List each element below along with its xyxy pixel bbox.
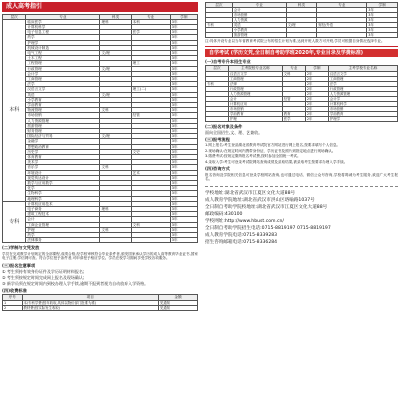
table-cell: 3年 [170,82,197,87]
table-cell: 文史 [131,149,170,154]
table-cell: 2年 [305,106,328,111]
table-cell: 财务管理 [26,128,100,133]
table-cell: 护理学 [328,116,397,121]
table-cell: 化学 [26,186,100,191]
table-cell: 文/理 [100,50,131,55]
fee-header-cell: 项目 [22,295,159,300]
self-study-subtitle: (一)自考专升本招生专业 [205,59,251,65]
table-cell: 法学 [26,82,100,87]
table-cell: 工商企业管理 [26,222,100,227]
contact-line: 招生咨询邮箱电话:0715-8336284 [205,239,278,245]
section2-title: (二)学制与文凭发放 [2,245,40,251]
table-cell: 市场营销 [328,106,397,111]
table-cell: 2年 [305,76,328,81]
sec2-text: 面向全国招生,文、理、艺兼收。 [205,129,263,135]
left-column [2,0,198,311]
table-cell: 3年 [170,61,197,66]
table-cell: 工程管理 [26,61,100,66]
table-cell: 金融学 [26,139,100,144]
fee-cell: 见通知 [159,300,198,305]
table-cell: 3年 [170,66,197,71]
header-cell: 层次 [206,3,233,8]
table-cell: 机械设计制造 [26,45,100,50]
table-cell: 地理科学 [26,196,100,201]
table-cell: 文科 [282,71,305,76]
table-cell: 3年 [170,123,197,128]
table-cell: 工商管理 [328,76,397,81]
table-cell: 学前教育 [328,111,397,116]
table-cell: 财经/外语 [317,23,367,28]
sec3-item: 1.网上报名:考生登录湖北省教育考试院官方网站进行网上报名,按要求填写个人信息。 [205,143,341,147]
section3-item: ③ 新学员须在规定时间内到校办理入学手续,逾期不报到者视为自动放弃入学资格。 [2,281,149,287]
table-cell: 2年 [305,71,328,76]
table-cell: 市场营销 [232,13,286,18]
table-cell: 会计 [26,217,100,222]
section3-item: ① 考生须持有效身份证件及学历证明材料报名; [2,269,85,275]
header-cell: 学制 [367,3,398,8]
table-cell: 2年 [305,101,328,106]
table-cell: 3年 [367,18,398,23]
table-cell: 3年 [367,33,398,38]
table-cell [100,238,131,243]
table-cell: 理科 [100,19,131,24]
fee-header-cell: 序号 [3,295,23,300]
table-cell: 工商管理 [26,76,100,81]
table-cell: 文科 [131,222,170,227]
contact-line: 全日制自考助学院招生电话:0715-8819197 0715-8819197 [205,225,331,231]
table-cell: 3年 [367,23,398,28]
table-cell: 会计 [232,8,286,13]
fee-cell: 教材费(按实际发生收取) [22,305,159,310]
table-cell: 护理 [26,227,100,232]
table-cell: 市场营销 [26,113,100,118]
self-study-table [205,65,398,121]
table-cell: 理科 [100,207,131,212]
table-cell: 3年 [170,233,197,238]
table-cell: 2年 [305,81,328,86]
fee-cell: 本/专科学费(按年收取,具体以物价部门批准为准) [22,300,159,305]
table-cell: 行政管理 [229,86,283,91]
header-cell: 科类 [286,3,317,8]
header-cell: 专业 [282,66,305,71]
table-cell: 3年 [170,186,197,191]
level-cell: 本科 [3,19,26,201]
table-cell: 3年 [170,217,197,222]
table-cell: 2年 [305,116,328,121]
table-cell: 2年 [305,96,328,101]
table-cell: 3年 [170,102,197,107]
table-cell: 物流管理 [26,108,100,113]
table-cell: 小学教育 [232,28,286,33]
table-cell: 3年 [170,40,197,45]
table-cell: 文科 [100,108,131,113]
self-study-banner: 自学考试 (学历文凭,全日制自考助学班2020年,专业目录及学费标准) [205,49,398,57]
table-cell: 行政管理 [328,86,397,91]
table-cell: 3年 [170,108,197,113]
table-row [3,238,198,243]
adult-majors-body [3,19,198,243]
fee-cell: 见通知 [159,305,198,310]
top-note: 注:具体开设专业以当年省教育考试院公布的招生计划为准,达到开班人数方可开班,学员可根据自身情况选择专业。 [205,39,385,44]
table-cell: 会计学 [328,96,397,101]
table-cell: 3年 [170,222,197,227]
table-cell: 电气工程 [26,50,100,55]
table-cell [131,238,170,243]
section3-item: ② 考生须按规定时间完成网上报名及现场确认; [2,275,85,281]
table-cell: 数学与应用数学 [26,181,100,186]
table-cell: 学前教育 [26,102,100,107]
table-cell: 计算机科学 [26,24,100,29]
table-cell: 电子信息工程 [26,30,100,35]
table-cell: 3年 [170,30,197,35]
table-cell: 3年 [170,128,197,133]
table-cell: 临床医学 [26,19,100,24]
table-cell: 人力资源管理 [328,91,397,96]
table-cell: 医学 [131,30,170,35]
table-cell: 3年 [170,154,197,159]
table-cell: 3年 [170,35,197,40]
fee-cell: 2 [3,305,23,310]
table-cell [206,33,233,38]
table-cell: 土木工程 [26,56,100,61]
contact-line: 学校网址:http://www.hbust.com.cn/ [205,218,284,224]
level-cell: 专科 [3,201,26,243]
table-cell: 国际经济与贸易 [26,134,100,139]
table-cell: 3年 [170,227,197,232]
fee-table [2,294,198,310]
table-cell: 3年 [170,160,197,165]
table-cell: 音乐学 [26,165,100,170]
sec3-item: 4.录取入学:考生可登录考试院网站查询成绩及录取结果,被录取考生按要求办理入学手续。 [205,159,348,164]
table-cell: 会计学 [26,71,100,76]
header-cell: 主考学校专业名称 [328,66,397,71]
table-cell: 汉语言文学 [328,71,397,76]
table-cell: 3年 [170,134,197,139]
table-cell: 旅游管理 [26,123,100,128]
right-top-body [206,8,398,38]
table-cell: 专科 [206,81,229,86]
table-cell: 3年 [170,76,197,81]
right-top-table [205,2,398,38]
table-cell: 2年 [305,111,328,116]
table-cell: 3年 [170,175,197,180]
table-cell: 市场营销 [229,106,283,111]
table-cell: 3年 [170,207,197,212]
sec3-item: 3.缴费考试:按规定缴纳报名考试费,按时参加全国统一考试。 [205,154,301,159]
table-cell: 生物科学 [26,191,100,196]
table-cell: 文/理 [286,23,317,28]
table-cell: 艺术 [131,170,170,175]
table-cell: 电子商务 [26,207,100,212]
table-cell: 理工 [131,61,170,66]
contact-line: 成人教育学院地址:湖北省武汉市洪山区珞喻路1037号 [205,197,315,203]
contact-line: 全日制自考助学院校地址:湖北省武汉市江夏区文化大道88号 [205,204,328,210]
contact-block [205,186,398,246]
table-cell: 人力资源管理 [229,91,283,96]
table-cell: 3年 [170,19,197,24]
table-cell: 工商管理 [229,76,283,81]
table-cell: 视觉传达设计 [26,175,100,180]
table-cell: 环境设计 [26,170,100,175]
table-cell: 3年 [367,28,398,33]
sec3-item: 2.现场确认:在规定时间内携带身份证、学历证书及照片到指定地点进行现场确认。 [205,148,336,153]
table-cell: 汉语言文学 [26,87,100,92]
table-cell: 汉语言文学 [229,71,283,76]
table-cell: 3年 [170,196,197,201]
header-cell: 学制 [305,66,328,71]
sec3-title: (三)报考流程 [205,136,230,142]
contact-line: 学校地址:湖北省武汉市江夏区文化大道88号 [205,190,296,196]
table-cell: 医学 [282,116,305,121]
table-cell: 法学 [328,81,397,86]
table-cell: 护理学 [26,40,100,45]
table-cell: 文/理 [100,134,131,139]
table-cell: 3年 [367,13,398,18]
table-cell: 3年 [170,201,197,206]
table-cell: 3年 [170,139,197,144]
table-cell: 英语 [232,23,286,28]
table-cell: 3年 [170,144,197,149]
table-cell: 3年 [170,50,197,55]
table-cell: 教育 [282,111,305,116]
table-cell: 3年 [170,92,197,97]
divider [205,46,398,47]
right-column [205,0,398,246]
table-cell: 思想政治教育 [26,144,100,149]
table-cell: 人力资源管理 [26,118,100,123]
table-cell: 3年 [170,149,197,154]
header-cell: 学制 [170,14,197,19]
table-cell: 文/理 [100,92,131,97]
table-cell [317,33,367,38]
header-cell: 专业 [26,14,100,19]
table-cell: 人力资源 [232,18,286,23]
table-cell: 专科 [206,23,233,28]
table-cell: 药学 [26,35,100,40]
header-cell: 主考院校专业名称 [229,66,283,71]
table-row [206,33,398,38]
table-cell: 理工(二) [131,87,170,92]
table-cell: 3年 [170,113,197,118]
table-cell: 历史学 [26,149,100,154]
table-cell: 3年 [170,45,197,50]
header-cell: 科类 [100,14,131,19]
table-cell: 3年 [367,8,398,13]
table-cell: 计算机科学 [328,101,397,106]
table-cell: 计算机应用技术 [26,201,100,206]
adult-exam-banner: 成人高考指引 [2,2,198,12]
table-cell: 3年 [170,170,197,175]
table-cell: 3年 [170,24,197,29]
table-cell: 英语 [26,92,100,97]
table-cell: 行政管理 [26,66,100,71]
table-cell [286,33,317,38]
section2-text: 学员在完成教学计划规定的全部课程,成绩合格,经学校审核符合毕业条件者,颁发国家承认学历的成人高等教育毕业证书,国家电子注册,学信网可查。符合学位授予条件者,可申请授予相应学位。学员在校学习期间享受学校各项服务。 [2,251,198,261]
table-cell: 计算机应用 [229,101,283,106]
header-cell: 专业 [317,3,367,8]
table-cell: 会计 [229,96,283,101]
table-cell: 法律 [229,81,283,86]
contact-line: 成人教育学院电话:0715-8339283 [205,232,278,238]
fee-header-cell: 金额 [159,295,198,300]
table-cell: 药学 [26,233,100,238]
table-cell: 3年 [170,212,197,217]
table-cell: 小学教育 [26,97,100,102]
table-cell: 法律事务 [26,238,100,243]
table-cell: 2年 [305,86,328,91]
contact-line: 邮政编码:430100 [205,211,243,217]
fee-cell: 1 [3,300,23,305]
header-cell: 层次 [206,66,229,71]
section3-title: (三)报名注意事项 [2,262,36,268]
sec4-text: 报名咨询及学院相关信息可登录学校网站查询,也可通过电话、微信公众号咨询,学校将竭诚为考生服务,欢迎广大考生报名。 [205,172,398,182]
table-cell: 文科 [100,227,131,232]
table-cell: 美术学 [26,160,100,165]
table-cell: 护理 [229,116,283,121]
table-cell: 3年 [170,191,197,196]
table-cell: 建筑工程技术 [26,212,100,217]
table-cell: 学前教育 [229,111,283,116]
table-cell: 3年 [170,118,197,123]
table-cell: 3年 [170,181,197,186]
header-cell: 层次 [3,14,26,19]
table-cell: 文/理 [100,66,131,71]
sec2-title: (二)报名对象及条件 [205,123,243,129]
adult-majors-table [2,14,198,244]
header-cell: 专业 [232,3,286,8]
table-cell: 2年 [305,91,328,96]
sec4-title: (四)咨询方式 [205,166,230,172]
table-cell: 旅游管理 [232,33,286,38]
table-cell [206,116,229,121]
header-cell: 专业 [131,14,170,19]
table-cell: 经管 [131,113,170,118]
table-cell: 3年 [170,71,197,76]
table-cell: 3年 [170,165,197,170]
table-cell: 经管 [282,96,305,101]
table-cell: 体育教育 [26,154,100,159]
table-cell: 3年 [170,97,197,102]
table-cell: 文科 [100,165,131,170]
section4-title: (四)收费标准 [2,288,27,294]
table-cell: 3年 [170,87,197,92]
fee-row [3,305,198,310]
table-row [206,116,398,121]
self-study-body [206,71,398,121]
table-cell: 本科 [131,19,170,24]
table-cell: 3年 [170,238,197,243]
table-cell: 3年 [170,56,197,61]
